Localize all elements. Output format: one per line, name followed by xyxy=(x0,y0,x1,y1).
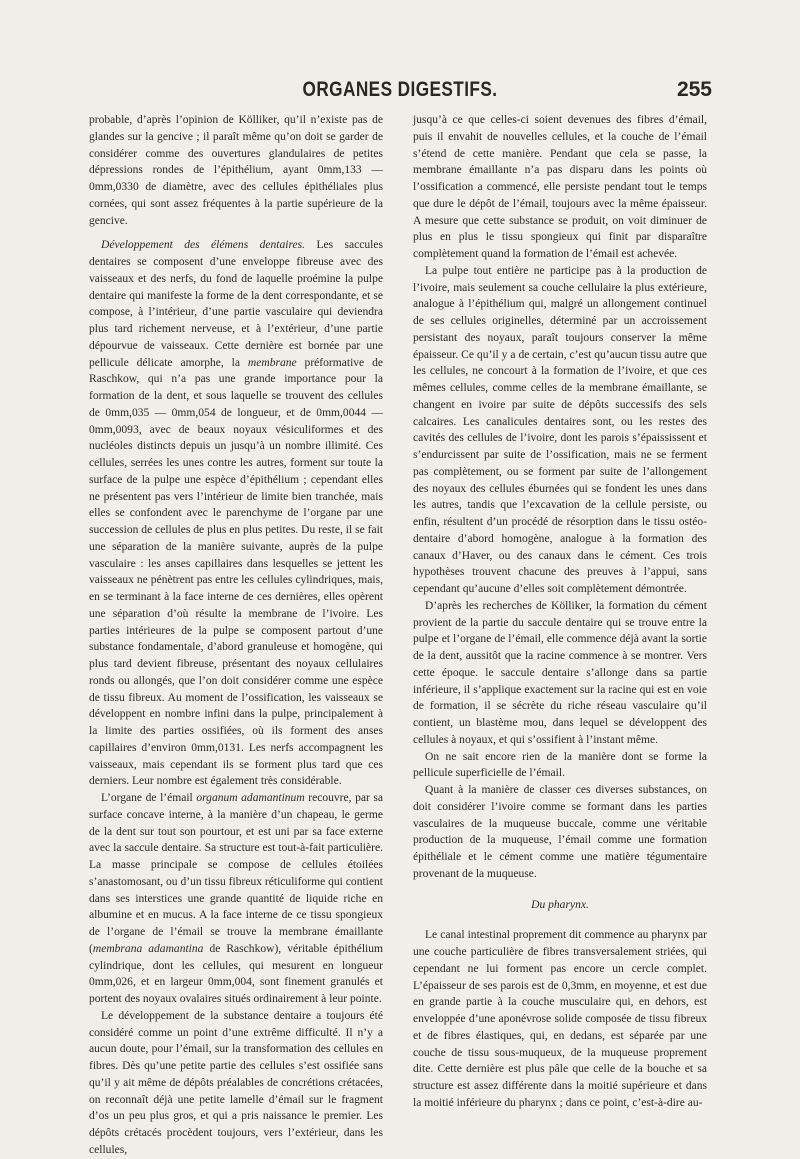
paragraph: La pulpe tout entière ne participe pas à la production de l’ivoire, mais seulement sa couche cellulaire la plus extérieure, analogue à l’épithélium qui, malgré un allongement continuel de ses cellules originelles, déterminé par un accroissement persistant des noyaux, paraît toujours conserver la même épaisseur. Ce qu’il y a de certain, c’est qu’aucun tissu autre que les cellules, ne concourt à la formation de l’ivoire, et que ces mêmes cellules, comme celles de la membrane émaillante, se changent en ivoire par suite de dépôts successifs des sels calcaires. Les canalicules dentaires sont, ou les restes des cavités des cellules de l’ivoire, dont les parois s’épaississent et s’endurcissent par suite de l’ossification, mais ne se ferment pas complètement, ou se forment par suite de l’allongement des noyaux des cellules éburnées qui se fondent les unes dans les autres, tandis que l’excavation de la cellule persiste, ou enfin, résultent d’un procédé de résorption dans le tissu ostéo-dentaire d’abord homogène, analogue à la formation des canaux d’Haver, ou des canaux dans le cément. Ces trois hypothèses trouvent chacune des preuves à l’appui, sans cependant qu’aucune d’elles soit complètement démontrée. xyxy=(413,264,707,595)
left-column xyxy=(89,112,383,1159)
text-run: Les saccules dentaires se composent d’une enveloppe fibreuse avec des vaisseaux et des nerfs, du fond de laquelle proémine la pulpe dentaire qui manifeste la forme de la dent correspondante, et se compose, à l’intérieur, d’une partie vasculaire qui deviendra plus tard richement nerveuse, et à l’extérieur, d’une partie dépourvue de vaisseaux. Cette dernière est bornée par une pellicule délicate amorphe, la xyxy=(89,239,383,369)
page-header xyxy=(88,76,712,106)
paragraph: Le canal intestinal proprement dit commence au pharynx par une couche particulière de fibres transversalement striées, qui cependant ne lui forment pas encore un cercle complet. L’épaisseur de ses parois est de 0,3mm, en moyenne, et est due en grande partie à la couche musculaire qui, en dehors, est enveloppée d’une aponévrose solide composée de tissu fibreux et de fibres élastiques, qui, en dedans, est séparée par une couche de tissu sous-muqueux, de la muqueuse proprement dite. Cette dernière est plus pâle que celle de la bouche et sa structure est assez différente dans la moitié supérieure et dans la moitié inférieure du pharynx ; dans ce point, c’est-à-dire au- xyxy=(413,929,707,1109)
paragraph: Le développement de la substance dentaire a toujours été considéré comme un point d’une extrême difficulté. Il n’y a aucun doute, pour l’émail, sur la transformation des cellules en fibres. Dès qu’une petite partie des cellules s’est ossifiée sans qu’il y ait même de dépôts préalables de concrétions crétacées, on reconnaît déjà une petite lamelle d’émail sur le fragment d’os un peu plus gros, et qui a pris naissance le premier. Les dépôts crétacés procèdent toujours, vers l’extérieur, dans les cellules, xyxy=(89,1009,383,1156)
text-run: préformative de Raschkow, qui n’a pas une grande importance pour la formation de la dent, et sous laquelle se trouvent des cellules de 0mm,035 — 0mm,054 de longueur, et de 0mm,0044 — 0mm,0093, avec de beaux noyaux vésiculiformes et des nucléoles distincts depuis un jusqu’à un nombre illimité. Ces cellules, serrées les unes contre les autres, forment sur toute la surface de la pulpe une espèce d’épithélium ; cependant elles ne présentent pas vers l’intérieur de limite bien tranchée, mais elles se confondent avec le parenchyme de l’organe par une succession de cellules de plus en plus petites. Du reste, il se fait une séparation de la manière suivante, auprès de la pulpe vasculaire : les anses capillaires dans lesquelles se jettent les vaisseaux ne pénètrent pas entre les cellules cylindriques, mais, en se terminant à la face interne de ces dernières, elles opèrent une séparation d’où résulte la membrane de l’ivoire. Les parties intérieures de la pulpe se composent partout d’une substance fondamentale, d’abord granuleuse et homogène, qui plus tard devient fibreuse, présentant des noyaux cellulaires ronds ou allongés, que l’on doit considérer comme une espèce de tissu fibreux. Au moment de l’ossification, les vaisseaux se développent en nombre infini dans la pulpe, principalement à la limite des parties ossifiées, où ils forment des anses capillaires d’environ 0mm,0131. Les nerfs accompagnent les vaisseaux, mais cependant ils se forment plus tard que ces derniers. Leur nombre est également très considérable. xyxy=(89,356,383,788)
right-column xyxy=(413,112,707,1112)
page-number: 255 xyxy=(676,78,712,101)
text-run: L’organe de l’émail xyxy=(101,792,197,804)
italic-term: organum adamantinum xyxy=(196,792,305,804)
paragraph xyxy=(89,237,383,790)
running-title: ORGANES DIGESTIFS. xyxy=(302,78,498,101)
text-run: de Raschkow), véritable épithélium cylindrique, dont les cellules, qui mesurent en longueur 0mm,026, et en largeur 0mm,004, sont finement granulés et portent des noyaux ovalaires situés ordinairement à leur pointe. xyxy=(89,942,383,1005)
italic-term: membrana adamantina xyxy=(92,942,204,955)
paragraph: jusqu’à ce que celles-ci soient devenues des fibres d’émail, puis il envahit de nouvelles cellules, et la couche de l’émail s’étend de cette manière. Pendant que cela se passe, la membrane émaillante n’a pas disparu dans les points où l’ossification a commencé, elle persiste pendant tout le temps que dure le dépôt de l’émail, toujours avec la même épaisseur. A mesure que cette substance se produit, on voit diminuer de plus en plus le tissu spongieux qui finit par disparaître complètement quand la formation de l’émail est achevée. xyxy=(413,114,707,260)
italic-heading: Développement des élémens dentaires. xyxy=(101,239,306,252)
paragraph: probable, d’après l’opinion de Kölliker, qu’il n’existe pas de glandes sur la gencive ; il paraît même qu’on doit se garder de considérer comme des ouvertures glandulaires de petites dépressions rondes de l’épithélium, ayant 0mm,133 — 0mm,0330 de diamètre, avec des cellules épithéliales plus cornées, qui sont assez fréquentes à la partie supérieure de la gencive. xyxy=(89,114,383,227)
italic-term: membrane xyxy=(247,356,297,369)
section-heading: Du pharynx. xyxy=(531,898,589,911)
paragraph: On ne sait encore rien de la manière dont se forme la pellicule superficielle de l’émail. xyxy=(413,750,707,780)
paragraph: D’après les recherches de Kölliker, la formation du cément provient de la partie du saccule dentaire qui se trouve entre la pulpe et l’organe de l’émail, elle commence déjà avant la sortie de la dent, aussitôt que la racine commence à se montrer. Vers cette époque. le saccule dentaire s’allonge dans sa partie inférieure, il s’applique exactement sur la racine qui est en voie de formation, il se sécrète du riche réseau vasculaire qu’il contient, un blastème mou, dans lequel se développent des cellules à noyaux, et qui s’ossifient à l’instant même. xyxy=(413,599,707,746)
paragraph: Quant à la manière de classer ces diverses substances, on doit considérer l’ivoire comme se formant dans les parties vasculaires de la muqueuse buccale, comme une véritable production de la muqueuse, l’émail comme une formation épithéliale et le cément comme une matière tégumentaire provenant de la muqueuse. xyxy=(413,784,707,880)
paragraph xyxy=(89,790,383,1008)
text-run: recouvre, par sa surface concave interne, à la manière d’un chapeau, le germe de la dent sur tout son pourtour, et est uni par sa face externe avec la saccule dentaire. Sa structure est tout-à-fait particulière. La masse principale se compose de cellules étoilées s’anastomosant, ou d’un tissu fibreux réticuliforme qui contient dans ses interstices une grande quantité de liquide riche en albumine et en mucus. A la face interne de ce tissu spongieux de l’organe de l’émail se trouve la membrane émaillante ( xyxy=(89,792,383,955)
